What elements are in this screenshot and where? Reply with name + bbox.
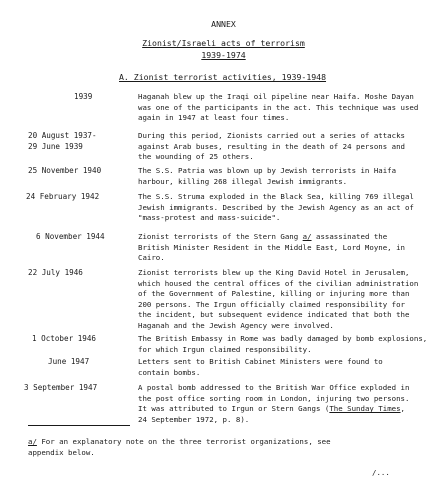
entry-date: 1939	[74, 92, 93, 101]
document-title: Zionist/Israeli acts of terrorism	[142, 38, 305, 48]
continuation-mark: /...	[372, 468, 390, 477]
footnote-line-2: appendix below.	[28, 448, 95, 457]
entry-date: June 1947	[48, 357, 90, 366]
entry-text-line: harbour, killing 268 illegal Jewish immigrants.	[138, 176, 348, 186]
entry-text-line: for which Irgun claimed responsibility.	[138, 344, 312, 354]
underlined-text: a/	[302, 232, 312, 241]
entry-date: 1 October 1946	[32, 334, 97, 343]
entry-text-line: The S.S. Struma exploded in the Black Sea, killing 769 illegal	[138, 192, 414, 201]
entry-text-line: The British Embassy in Rome was badly damaged by bomb explosions,	[138, 334, 428, 343]
footnote-divider	[28, 425, 130, 426]
entry-text-line: 24 September 1972, p. 8).	[138, 414, 250, 424]
entry-text-line: the post office sorting room in London, injuring two persons.	[138, 393, 410, 403]
entry-text-line: Zionist terrorists blew up the King David Hotel in Jerusalem,	[138, 268, 410, 277]
entry-text-line: Letters sent to British Cabinet Ministers were found to	[138, 357, 383, 366]
entry-text-line: Haganah blew up the Iraqi oil pipeline near Haifa. Moshe Dayan	[138, 92, 414, 101]
entry-date: 20 August 1937-	[28, 131, 97, 140]
entry-text-line: of the Government of Palestine, killing or injuring more than	[138, 289, 410, 299]
entry-text-line: Cairo.	[138, 253, 165, 263]
entry-text-line: It was attributed to Irgun or Stern Gangs (The Sunday Times,	[138, 404, 405, 414]
entry-text-line: the wounding of 25 others.	[138, 152, 254, 162]
entry-text-line: the incident, but subsequent evidence indicated that both the	[138, 310, 410, 320]
entry-text-line: 200 persons. The Irgun officially claimed responsibility for	[138, 299, 405, 309]
entry-text-line: Zionist terrorists of the Stern Gang a/ assassinated the	[138, 232, 388, 241]
entry-date: 24 February 1942	[26, 192, 100, 201]
entry-date: 22 July 1946	[28, 268, 83, 277]
entry-date: 29 June 1939	[28, 141, 83, 151]
entry-date: 25 November 1940	[28, 166, 102, 175]
entry-text-line: "mass-protest and mass-suicide".	[138, 213, 281, 223]
entry-text-line: against Arab buses, resulting in the death of 24 persons and	[138, 141, 405, 151]
footnote-line-1: a/ For an explanatory note on the three terrorist organizations, see	[28, 437, 331, 446]
underlined-text: a/	[28, 437, 37, 446]
entry-text-line: contain bombs.	[138, 367, 201, 377]
annex-heading: ANNEX	[211, 19, 236, 29]
section-heading: A. Zionist terrorist activities, 1939-1948	[119, 72, 327, 82]
entry-text-line: again in 1947 at least four times.	[138, 113, 290, 123]
entry-text-line: British Minister Resident in the Middle East, Lord Moyne, in	[138, 242, 405, 252]
entry-text-line: was one of the participants in the act. This technique was used	[138, 102, 419, 112]
entry-text-line: Jewish immigrants. Described by the Jewish Agency as an act of	[138, 202, 414, 212]
entry-text-line: Haganah and the Jewish Agency were involved.	[138, 321, 334, 330]
entry-text-line: The S.S. Patria was blown up by Jewish terrorists in Haifa	[138, 166, 397, 175]
entry-text-line: During this period, Zionists carried out a series of attacks	[138, 131, 405, 140]
entry-date: 6 November 1944	[36, 232, 105, 241]
entry-text-line: which housed the central offices of the civilian administration	[138, 278, 419, 288]
underlined-text: The Sunday Times	[329, 404, 401, 414]
document-title-years: 1939-1974	[201, 50, 246, 60]
entry-date: 3 September 1947	[24, 383, 98, 392]
entry-text-line: A postal bomb addressed to the British War Office exploded in	[138, 383, 410, 392]
